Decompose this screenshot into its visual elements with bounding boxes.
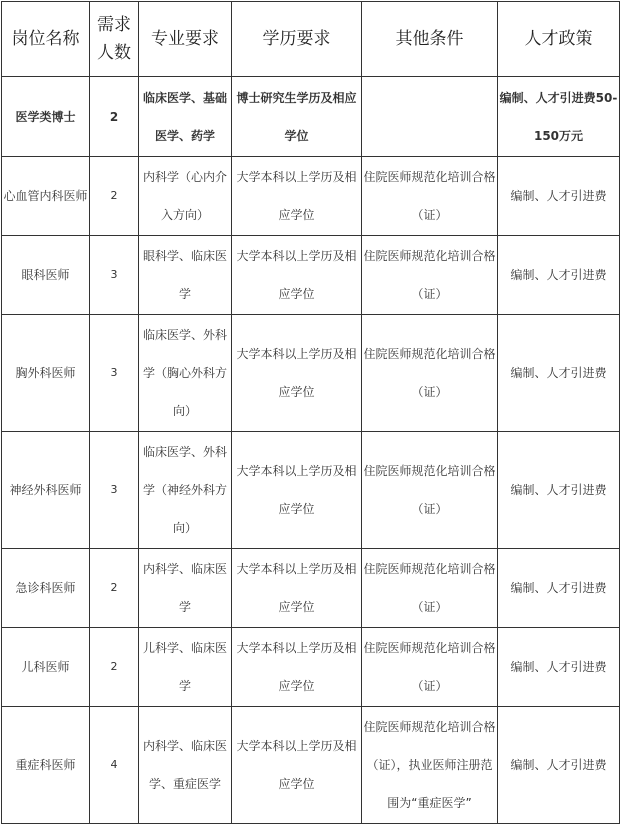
- cell-major: 内科学、临床医学、重症医学: [139, 707, 232, 824]
- cell-education: 大学本科以上学历及相应学位: [232, 236, 362, 315]
- cell-count: 3: [90, 236, 139, 315]
- cell-count: 2: [90, 628, 139, 707]
- cell-major: 内科学（心内介入方向）: [139, 157, 232, 236]
- cell-position: 心血管内科医师: [2, 157, 90, 236]
- cell-position: 神经外科医师: [2, 432, 90, 549]
- table-row: [2, 315, 620, 432]
- cell-count: 4: [90, 707, 139, 824]
- header-other: 其他条件: [362, 2, 498, 77]
- cell-education: 大学本科以上学历及相应学位: [232, 432, 362, 549]
- cell-major: 临床医学、外科学（胸心外科方向）: [139, 315, 232, 432]
- cell-education: 大学本科以上学历及相应学位: [232, 707, 362, 824]
- cell-policy: 编制、人才引进费: [498, 236, 620, 315]
- header-policy: 人才政策: [498, 2, 620, 77]
- cell-education: 大学本科以上学历及相应学位: [232, 315, 362, 432]
- table-row: [2, 628, 620, 707]
- table-row: [2, 432, 620, 549]
- cell-major: 临床医学、基础医学、药学: [139, 77, 232, 157]
- cell-position: 儿科医师: [2, 628, 90, 707]
- cell-major: 眼科学、临床医学: [139, 236, 232, 315]
- table-header-row: [2, 2, 620, 77]
- cell-policy: 编制、人才引进费: [498, 432, 620, 549]
- cell-other: 住院医师规范化培训合格（证）: [362, 157, 498, 236]
- cell-other: 住院医师规范化培训合格（证）: [362, 315, 498, 432]
- cell-policy: 编制、人才引进费: [498, 707, 620, 824]
- cell-education: 大学本科以上学历及相应学位: [232, 628, 362, 707]
- cell-other: 住院医师规范化培训合格（证）: [362, 236, 498, 315]
- cell-policy: 编制、人才引进费: [498, 157, 620, 236]
- cell-other: [362, 77, 498, 157]
- cell-other: 住院医师规范化培训合格（证）: [362, 549, 498, 628]
- cell-major: 临床医学、外科学（神经外科方向）: [139, 432, 232, 549]
- cell-count: 3: [90, 315, 139, 432]
- cell-major: 内科学、临床医学: [139, 549, 232, 628]
- header-position: 岗位名称: [2, 2, 90, 77]
- cell-major: 儿科学、临床医学: [139, 628, 232, 707]
- cell-other: 住院医师规范化培训合格（证）: [362, 432, 498, 549]
- cell-count: 2: [90, 157, 139, 236]
- table-row: [2, 157, 620, 236]
- cell-count: 2: [90, 77, 139, 157]
- cell-education: 大学本科以上学历及相应学位: [232, 549, 362, 628]
- cell-other: 住院医师规范化培训合格（证），执业医师注册范围为“重症医学”: [362, 707, 498, 824]
- table-row: [2, 549, 620, 628]
- recruitment-table: [1, 1, 620, 824]
- cell-position: 胸外科医师: [2, 315, 90, 432]
- header-count: 需求人数: [90, 2, 139, 77]
- cell-policy: 编制、人才引进费: [498, 315, 620, 432]
- cell-education: 大学本科以上学历及相应学位: [232, 157, 362, 236]
- cell-policy: 编制、人才引进费50-150万元: [498, 77, 620, 157]
- table-row: [2, 236, 620, 315]
- header-major: 专业要求: [139, 2, 232, 77]
- table-row: [2, 77, 620, 157]
- cell-count: 3: [90, 432, 139, 549]
- cell-position: 医学类博士: [2, 77, 90, 157]
- cell-position: 急诊科医师: [2, 549, 90, 628]
- cell-education: 博士研究生学历及相应学位: [232, 77, 362, 157]
- cell-policy: 编制、人才引进费: [498, 549, 620, 628]
- table-row: [2, 707, 620, 824]
- cell-position: 眼科医师: [2, 236, 90, 315]
- cell-count: 2: [90, 549, 139, 628]
- header-education: 学历要求: [232, 2, 362, 77]
- cell-policy: 编制、人才引进费: [498, 628, 620, 707]
- cell-other: 住院医师规范化培训合格（证）: [362, 628, 498, 707]
- cell-position: 重症科医师: [2, 707, 90, 824]
